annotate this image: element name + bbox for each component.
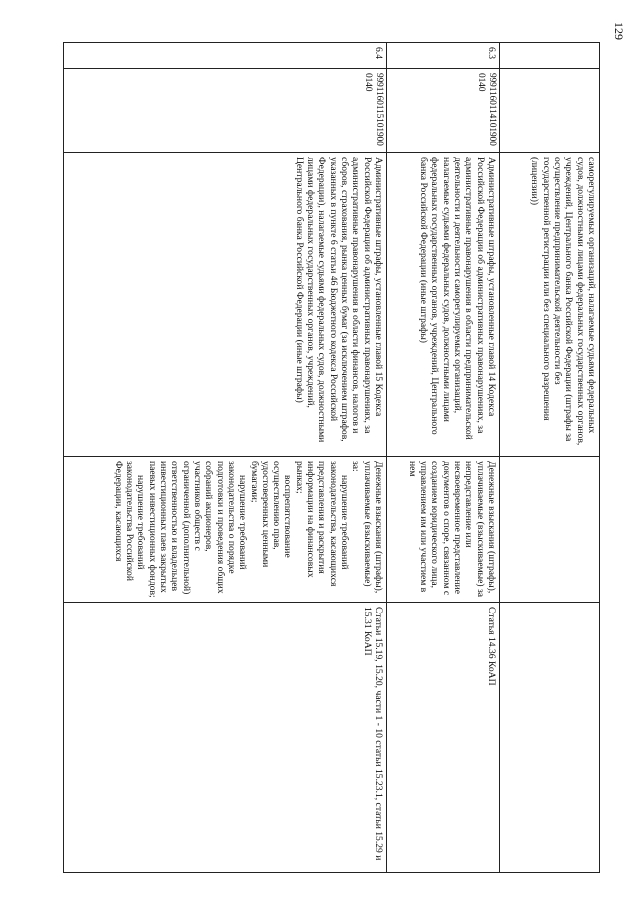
description-paragraph: нарушение требований законодательства Российской Федерации, касающихся xyxy=(112,461,147,581)
income-name-cell: саморегулируемых организаций, налагаемые судьями федеральных судов, должностными лицами федеральных государственных органов, учреждений, Центрального банка Российской Федерации (штрафы за осуществление предпринимательской деятельности без государственной регистрации или без специального разрешения (лицензии)) xyxy=(500,153,600,457)
fines-table xyxy=(63,42,600,873)
income-name-cell: Административные штрафы, установленные главой 15 Кодекса Российской Федерации об административных правонарушениях, за административные правонарушения в области финансов, налогов и сборов, страхования, рынка ценных бумаг (за исключением штрафов, указанных в пункте 6 статьи 46 Бюджетного кодекса Российской Федерации), налагаемые судьями федеральных судов, должностными лицами федеральных государственных органов, учреждений, Центрального банка Российской Федерации (иные штрафы) xyxy=(64,153,387,457)
budget-code-cell: 99911601141019000140 xyxy=(387,69,500,153)
row-number-cell xyxy=(500,43,600,69)
description-cell xyxy=(64,457,387,603)
description-cell: Денежные взыскания (штрафы), уплачиваемые (взыскиваемые) за непредставление или несвоевременное представление документов о споре, связанном с созданием юридического лица, управлением им или участием в нем xyxy=(387,457,500,603)
articles-cell: Статьи 15.19, 15.20, части 1 - 10 статьи 15.23.1, статьи 15.29 и 15.31 КоАП xyxy=(64,603,387,873)
rotated-page xyxy=(45,42,600,872)
income-name-cell: Административные штрафы, установленные главой 14 Кодекса Российской Федерации об административных правонарушениях, за административные правонарушения в области предпринимательской деятельности и деятельности саморегулируемых организаций, налагаемые судьями федеральных судов, должностными лицами федеральных государственных органов, учреждений, Центрального банка Российской Федерации (иные штрафы) xyxy=(387,153,500,457)
row-number-cell: 6.3 xyxy=(387,43,500,69)
articles-cell xyxy=(500,603,600,873)
articles-cell: Статья 14.36 КоАП xyxy=(387,603,500,873)
table-row xyxy=(500,43,600,873)
description-cell xyxy=(500,457,600,603)
description-paragraph: нарушение требований законодательства о порядке подготовки и проведения общих собраний акционеров, участников обществ с ограниченной (дополнительной) ответственностью и владельцев инвестиционных паев закрытых паевых инвестиционных фондов; xyxy=(146,461,249,598)
budget-code-cell xyxy=(500,69,600,153)
description-paragraph: Денежные взыскания (штрафы), уплачиваемые (взыскиваемые) за: xyxy=(350,461,384,594)
page-number: 129 xyxy=(612,22,626,40)
row-number-cell: 6.4 xyxy=(64,43,387,69)
description-paragraph: воспрепятствование осуществлению прав, удостоверенных ценными бумагами; xyxy=(248,461,294,568)
table-row xyxy=(387,43,500,873)
description-paragraph: нарушение требований законодательства, касающихся представления и раскрытия информации на финансовых рынках; xyxy=(293,461,351,587)
table-row xyxy=(64,43,387,873)
budget-code-cell: 99911601151019000140 xyxy=(64,69,387,153)
